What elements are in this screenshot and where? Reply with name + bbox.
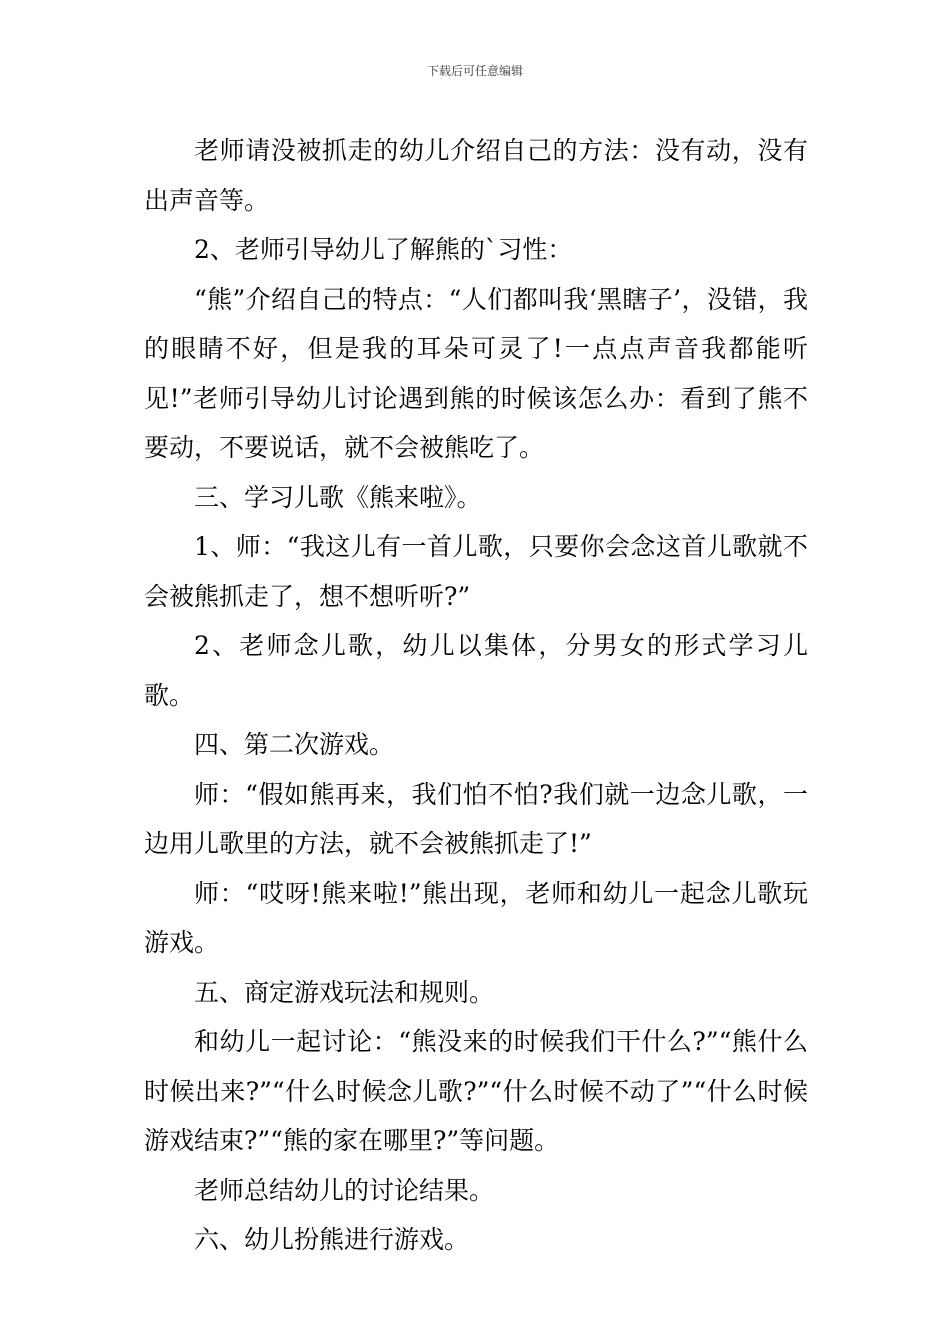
paragraph-7: 四、第二次游戏。	[194, 730, 395, 759]
paragraph-2: 2、老师引导幼儿了解熊的`习性：	[194, 235, 573, 264]
paragraph-10: 五、商定游戏玩法和规则。	[194, 977, 495, 1007]
paragraph-1: 老师请没被抓走的幼儿介绍自己的方法：没有动，没有出声音等。	[144, 136, 808, 215]
paragraph-11: 和幼儿一起讨论：“熊没来的时候我们干什么?”“熊什么时候出来?”“什么时候念儿歌?”“什么时候不动了”“什么时候游戏结束?”“熊的家在哪里?”等问题。	[144, 1027, 808, 1155]
paragraph-13: 六、幼儿扮熊进行游戏。	[194, 1225, 470, 1254]
paragraph-3: “熊”介绍自己的特点：“人们都叫我‘黑瞎子’，没错，我的眼睛不好，但是我的耳朵可灵了!一点点声音我都能听见!”老师引导幼儿讨论遇到熊的时候该怎么办：看到了熊不要动，不要说话，就不会被熊吃了。	[144, 284, 808, 462]
paragraph-5: 1、师：“我这儿有一首儿歌，只要你会念这首儿歌就不会被熊抓走了，想不想听听?”	[144, 532, 808, 611]
paragraph-9: 师：“哎呀!熊来啦!”熊出现，老师和幼儿一起念儿歌玩游戏。	[144, 878, 808, 957]
paragraph-8: 师：“假如熊再来，我们怕不怕?我们就一边念儿歌，一边用儿歌里的方法，就不会被熊抓走了!”	[144, 779, 808, 858]
document-body	[144, 126, 808, 1265]
paragraph-12: 老师总结幼儿的讨论结果。	[194, 1175, 495, 1205]
page-header: 下载后可任意编辑	[426, 64, 523, 78]
paragraph-4: 三、学习儿歌《熊来啦》。	[194, 482, 482, 512]
paragraph-6: 2、老师念儿歌，幼儿以集体，分男女的形式学习儿歌。	[144, 631, 808, 710]
